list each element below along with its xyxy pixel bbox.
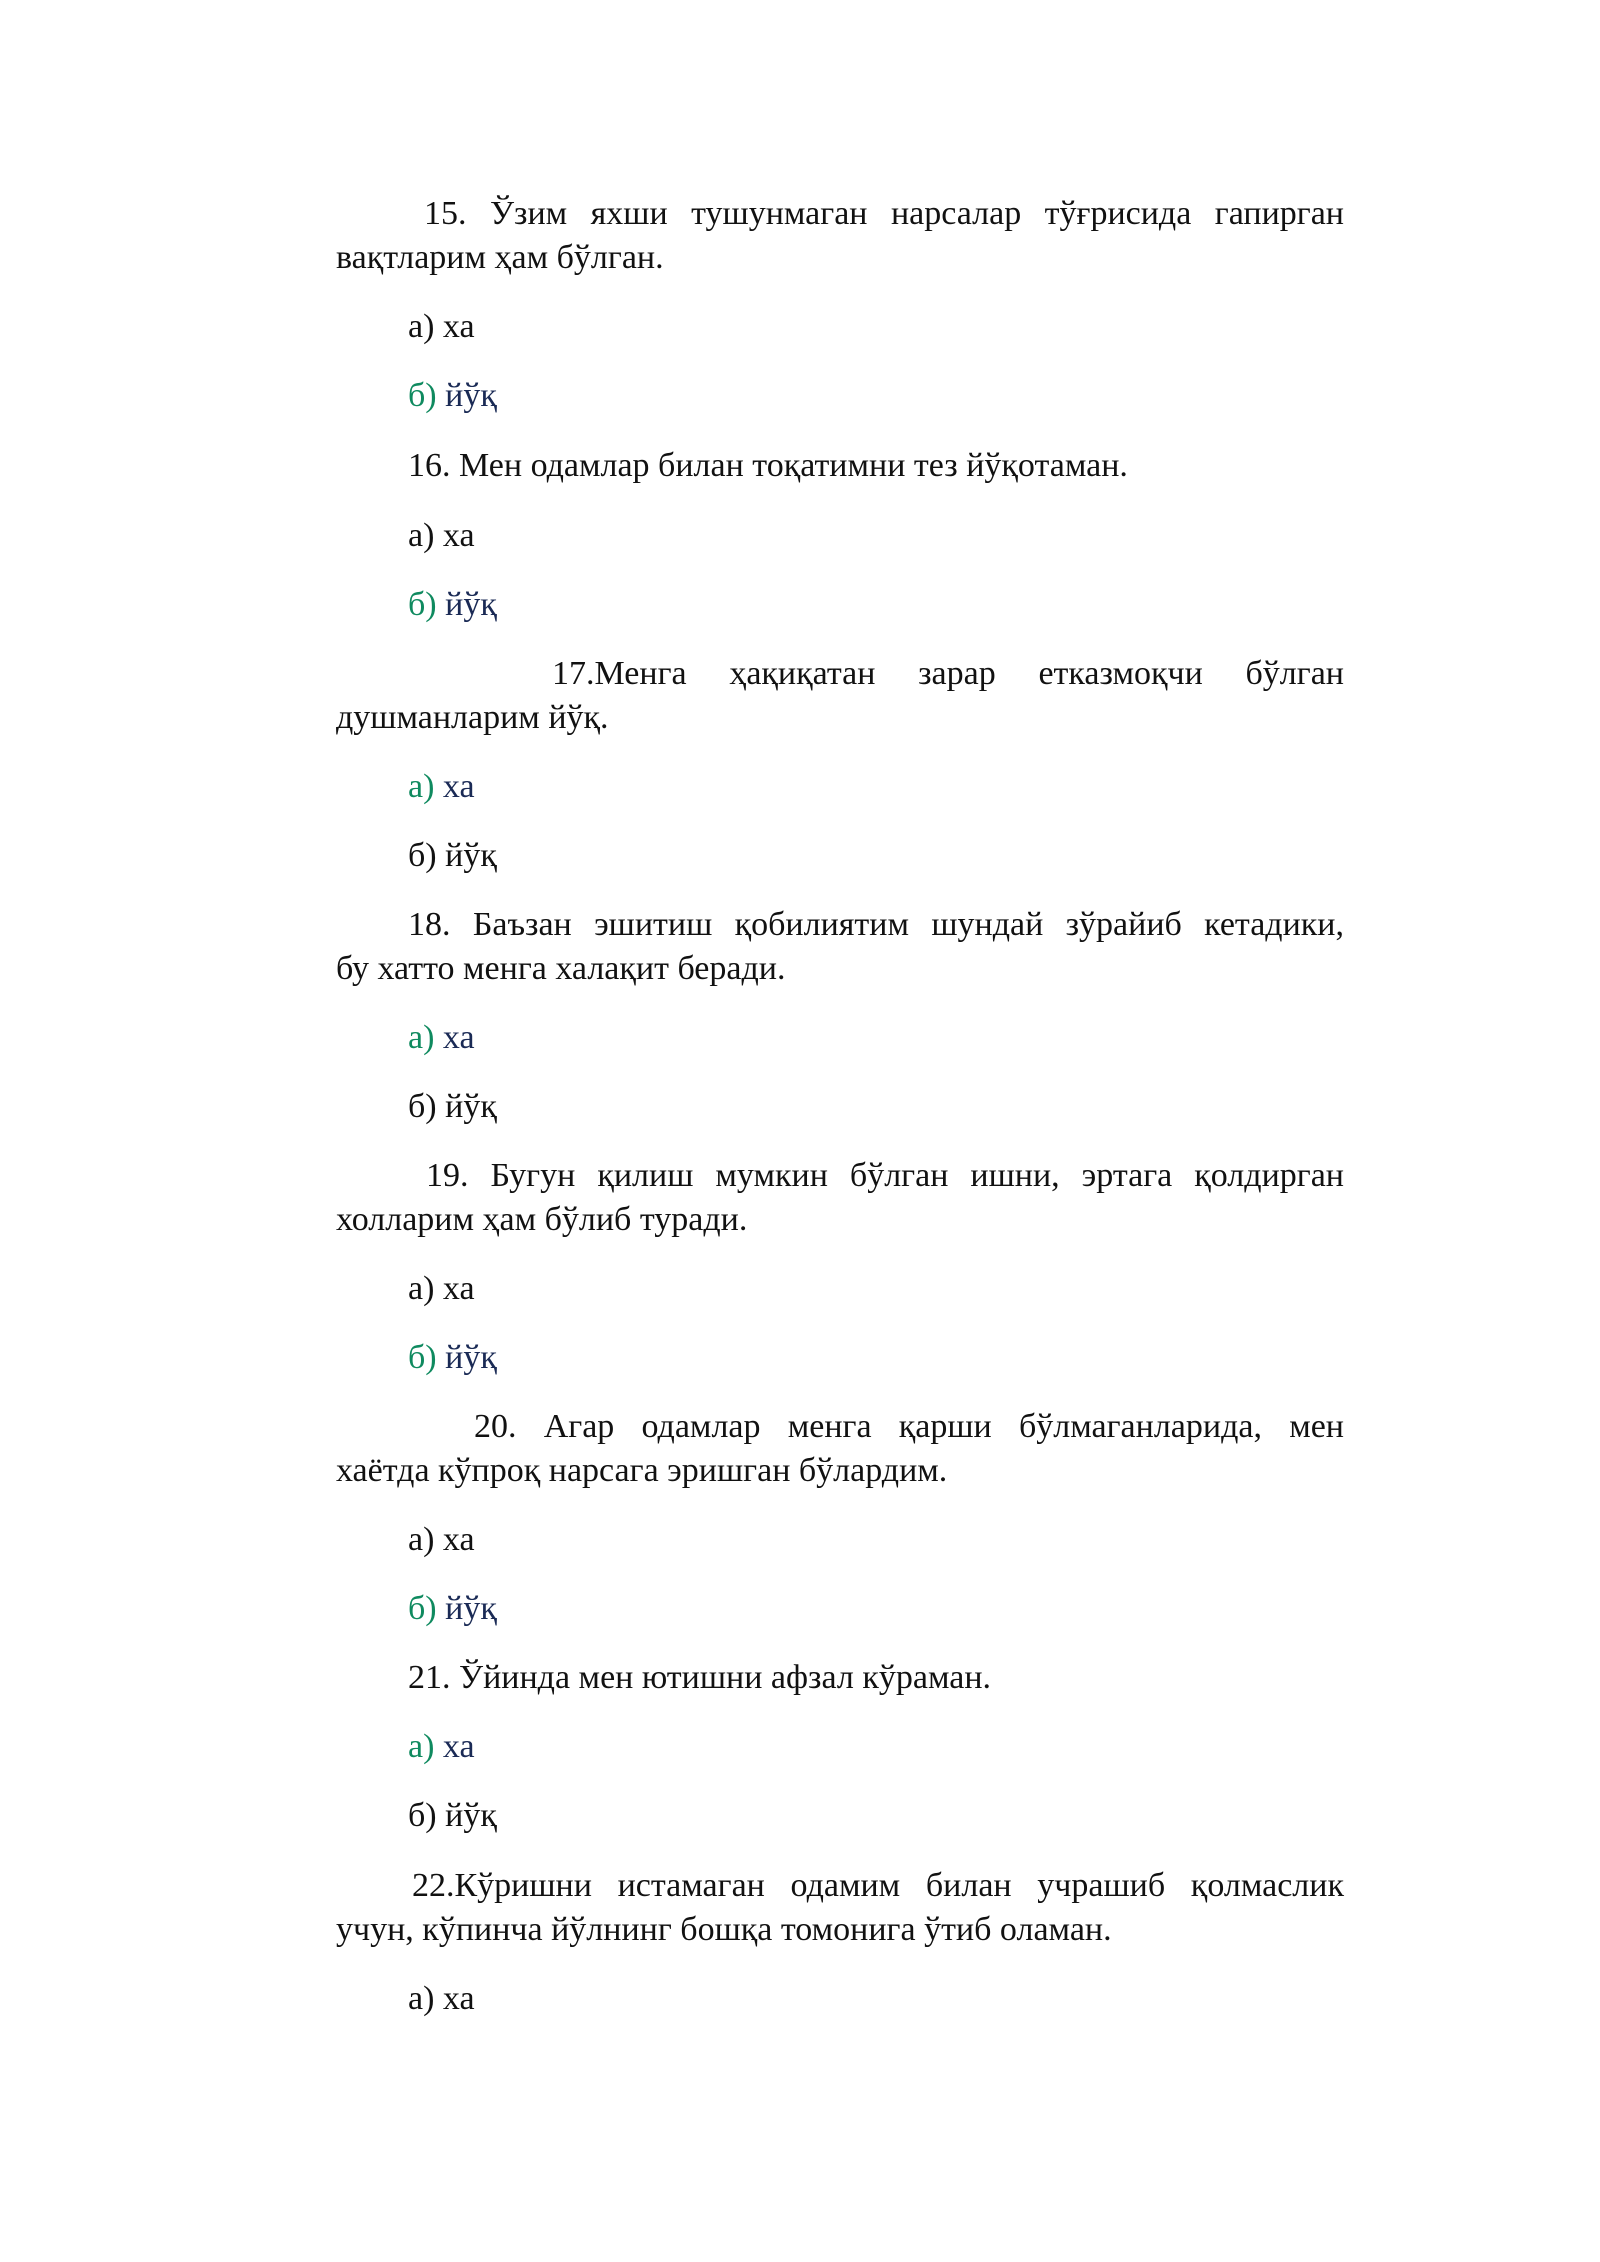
option-text: ха [442, 1019, 475, 1056]
question-21-option-a [408, 1725, 475, 1769]
option-text: йўқ [445, 1339, 497, 1376]
option-label: б) [408, 837, 437, 874]
question-18-option-b [408, 1085, 497, 1129]
option-label: б) [408, 377, 437, 414]
option-text: йўқ [445, 1088, 497, 1125]
question-21-option-b [408, 1794, 497, 1838]
option-label: а) [408, 1728, 435, 1765]
question-16-line-1: 16. Мен одамлар билан тоқатимни тез йўқотаман. [408, 447, 1128, 484]
option-label: а) [408, 308, 435, 345]
option-text: ха [442, 768, 475, 805]
option-text: ха [442, 1728, 475, 1765]
question-21-line-1: 21. Ўйинда мен ютишни афзал кўраман. [408, 1659, 992, 1696]
option-label: а) [408, 1019, 435, 1056]
option-text: йўқ [445, 586, 497, 623]
question-15-line-1: 15. Ўзим яхши тушунмаган нарсалар тўғрисида гапирган [424, 195, 1344, 232]
question-19-option-a [408, 1267, 475, 1311]
question-16-option-b [408, 583, 497, 627]
question-16-option-a [408, 514, 475, 558]
option-text: йўқ [445, 377, 497, 414]
option-text: йўқ [445, 1590, 497, 1627]
question-17-line-2: душманларим йўқ. [336, 699, 609, 736]
question-17-line-1: 17.Менга ҳақиқатан зарар етказмоқчи бўлган [552, 655, 1344, 692]
option-text: йўқ [445, 1797, 497, 1834]
option-text: йўқ [445, 837, 497, 874]
option-text: ха [442, 1980, 475, 2017]
question-19-line-2: холларим ҳам бўлиб туради. [336, 1201, 748, 1238]
question-18-line-1: 18. Баъзан эшитиш қобилиятим шундай зўрайиб кетадики, [408, 906, 1344, 943]
question-22-line-2: учун, кўпинча йўлнинг бошқа томонига ўтиб оламан. [336, 1911, 1112, 1948]
option-label: а) [408, 1270, 435, 1307]
option-label: б) [408, 586, 437, 623]
question-20-line-1: 20. Агар одамлар менга қарши бўлмаганларида, мен [474, 1408, 1344, 1445]
question-17-option-b [408, 834, 497, 878]
option-label: а) [408, 517, 435, 554]
question-18-option-a [408, 1016, 475, 1060]
option-label: б) [408, 1088, 437, 1125]
question-22-line-1: 22.Кўришни истамаган одамим билан учрашиб қолмаслик [412, 1867, 1344, 1904]
option-label: б) [408, 1797, 437, 1834]
option-text: ха [442, 517, 475, 554]
option-text: ха [442, 1521, 475, 1558]
question-20-option-a [408, 1518, 475, 1562]
question-20-option-b [408, 1587, 497, 1631]
option-label: а) [408, 1521, 435, 1558]
question-22-option-a [408, 1977, 475, 2021]
question-18-line-2: бу хатто менга халақит беради. [336, 950, 786, 987]
question-17-option-a [408, 765, 475, 809]
question-19-option-b [408, 1336, 497, 1380]
option-label: б) [408, 1590, 437, 1627]
question-15-option-b [408, 374, 497, 418]
option-text: ха [442, 308, 475, 345]
question-19-line-1: 19. Бугун қилиш мумкин бўлган ишни, эртага қолдирган [426, 1157, 1344, 1194]
question-20-line-2: хаётда кўпроқ нарсага эришган бўлардим. [336, 1452, 948, 1489]
option-label: а) [408, 1980, 435, 2017]
option-label: а) [408, 768, 435, 805]
question-15-option-a [408, 305, 475, 349]
option-label: б) [408, 1339, 437, 1376]
question-15-line-2: вақтларим ҳам бўлган. [336, 239, 664, 276]
option-text: ха [442, 1270, 475, 1307]
